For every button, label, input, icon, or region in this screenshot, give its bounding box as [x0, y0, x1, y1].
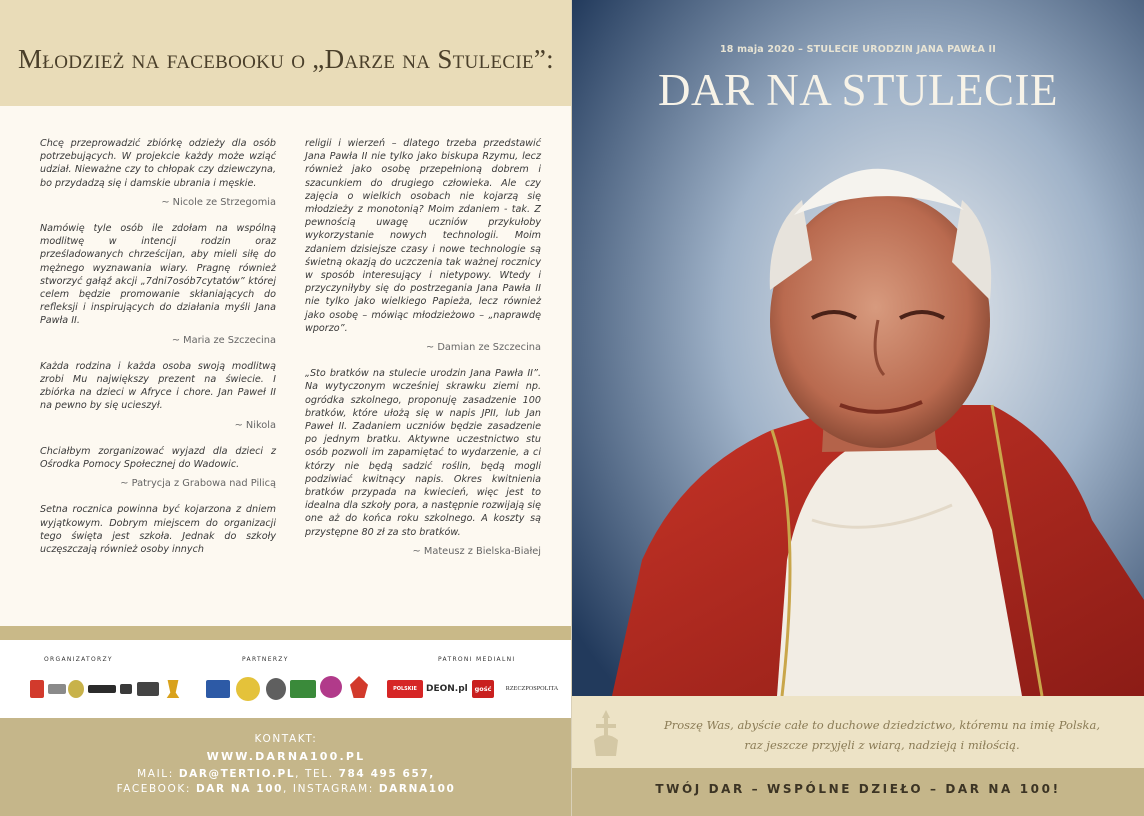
quotes-column-1 — [40, 137, 276, 556]
phone-number: 784 495 657, — [338, 768, 435, 780]
partner-logo — [266, 678, 286, 700]
contact-footer — [0, 718, 572, 816]
quote-author: ~ Maria ze Szczecina — [171, 334, 276, 346]
partners-label: PARTNERZY — [242, 656, 289, 663]
organizer-logo — [164, 680, 182, 698]
partner-logo — [350, 676, 368, 698]
organizer-logo — [30, 680, 44, 698]
divider-band — [0, 626, 572, 640]
date-subtitle: 18 maja 2020 – STULECIE URODZIN JANA PAWŁA II — [720, 44, 996, 55]
right-page — [572, 0, 1144, 816]
instagram-prefix: , INSTAGRAM: — [283, 783, 374, 795]
instagram-link[interactable]: DARNA100 — [378, 783, 456, 795]
quote-text: Chcę przeprowadzić zbiórkę odzieży dla osób potrzebujących. W projekcie każdy może wziąć udział. Nieważne czy to chłopak czy dziewczyna, bo przydadzą się i damskie ubrania i męskie. — [40, 138, 276, 189]
organizer-logo — [120, 684, 132, 694]
quote-author: ~ Nicole ze Strzegomia — [161, 196, 276, 208]
partner-logo — [290, 680, 316, 698]
quote-text: Chciałbym zorganizować wyjazd dla dzieci z Ośrodka Pomocy Społecznej do Wadowic. — [40, 445, 276, 471]
quote-text: religii i wierzeń – dlatego trzeba przedstawić Jana Pawła II nie tylko jako biskupa Rzymu, lecz również jako osobę przepełnioną dobrem i szacunkiem do drugiego człowieka. Ale czy zajęcia o wielkich osobach nie kojarzą się młodzieży z monotonią? Moim zdaniem - tak. Z pewnością uwagę uczniów przykułoby wykorzystanie nowych technologii. Moim zdaniem dzisiejsze czasy i nowe technologie są świetną okazją do uczczenia tak ważnej rocznicy w sposób interesujący i nietypowy. Wtedy i przyczyniłyby się do postrzegania Jana Pawła II nie tylko jako wielkiego Papieża, lecz również jako osobę – mówiąc młodzieżowo – „naprawdę wporzo”. — [305, 138, 541, 334]
quote-text: Namówię tyle osób ile zdołam na wspólną modlitwę w intencji rodzin oraz prześladowanych chrześcijan, aby mieli siłę do mężnego wyznawania wiary. Pragnę również stworzyć gałąź akcji „7dni7osób7cytatów” której celem będzie promowanie skłaniających do refleksji i inspirujących do działania myśli Jana Pawła II. — [40, 223, 276, 327]
organizer-logo — [68, 680, 84, 698]
quote-author: ~ Damian ze Szczecina — [426, 342, 541, 354]
quote-line-1: Proszę Was, abyście całe to duchowe dziedzictwo, któremu na imię Polska, — [663, 718, 1101, 732]
media-logo-gosc: gość — [472, 680, 494, 698]
website-link[interactable]: WWW.DARNA100.PL — [206, 750, 366, 763]
quote-line-2: raz jeszcze przyjęli z wiarą, nadzieją i miłością. — [744, 738, 1020, 752]
organizer-logo — [88, 685, 116, 693]
papal-emblem-icon — [586, 706, 626, 760]
quotes-column-2 — [305, 137, 541, 571]
media-logo-deon: DEON.pl — [426, 684, 468, 694]
quote-text: Każda rodzina i każda osoba swoją modlitwą zrobi Mu największy prezent na świecie. I zbiórka na dzieci w Afryce i chore. Jan Paweł II na pewno by się ucieszył. — [40, 360, 276, 412]
media-logo-polskie-radio: POLSKIE RADIO — [387, 680, 423, 698]
organizer-logo — [137, 682, 159, 696]
tel-prefix: , TEL. — [295, 768, 334, 780]
left-header — [0, 0, 572, 106]
quote-text: „Sto bratków na stulecie urodzin Jana Pawła II”. Na wytyczonym wcześniej skrawku ziemi np. ogródka szkolnego, proponuję zasadzenie 100 bratków, które ułożą się w napis JPII, lub Jan Paweł II. Zadaniem uczniów będzie zasadzenie po jednym bratku. Aktywne uczestnictwo stu osób pozwoli im zapamiętać to wydarzenie, a ci którzy nie będą sadzić roślin, będą mogli podziwiać kwitnący napis. Okres kwitnienia bratków przypada na kwiecień, więc jest to idealna dla szkoły pora, a następnie rozwijają się one aż do końca roku szkolnego. A koszty są przystępne 80 zł za sto bratków. — [305, 368, 541, 538]
main-title: DAR NA STULECIE — [658, 65, 1058, 115]
slogan-text: TWÓJ DAR – WSPÓLNE DZIEŁO – DAR NA 100! — [655, 782, 1061, 796]
partner-logo — [206, 680, 230, 698]
quote-band — [572, 696, 1144, 768]
mail-link[interactable]: DAR@TERTIO.PL — [178, 768, 296, 780]
social-line — [0, 783, 572, 795]
quote-author: ~ Patrycja z Grabowa nad Pilicą — [120, 478, 276, 490]
contact-mail-line — [0, 768, 572, 780]
organizer-logo — [48, 684, 66, 694]
organizers-label: ORGANIZATORZY — [44, 656, 113, 663]
media-logo-rzeczpospolita: RZECZPOSPOLITA — [505, 685, 559, 692]
left-page-title: Młodzież na facebooku o „Darze na Stulecie”: — [18, 44, 554, 74]
mail-prefix: MAIL: — [137, 768, 174, 780]
quote-author: ~ Mateusz z Bielska-Białej — [412, 545, 541, 557]
quote-text: Setna rocznica powinna być kojarzona z dniem wyjątkowym. Dobrym miejscem do organizacji tego święta jest szkoła. Jednak do szkoły uczęszczają również osoby innych — [40, 504, 276, 556]
partner-logo — [320, 676, 342, 698]
slogan-band — [572, 768, 1144, 816]
partner-logo — [236, 677, 260, 701]
contact-label: KONTAKT: — [254, 733, 318, 745]
sponsor-logos-strip — [0, 640, 572, 718]
facebook-prefix: FACEBOOK: — [116, 783, 191, 795]
media-patrons-label: PATRONI MEDIALNI — [438, 656, 516, 663]
facebook-link[interactable]: DAR NA 100 — [195, 783, 284, 795]
quote-author: ~ Nikola — [234, 419, 276, 431]
